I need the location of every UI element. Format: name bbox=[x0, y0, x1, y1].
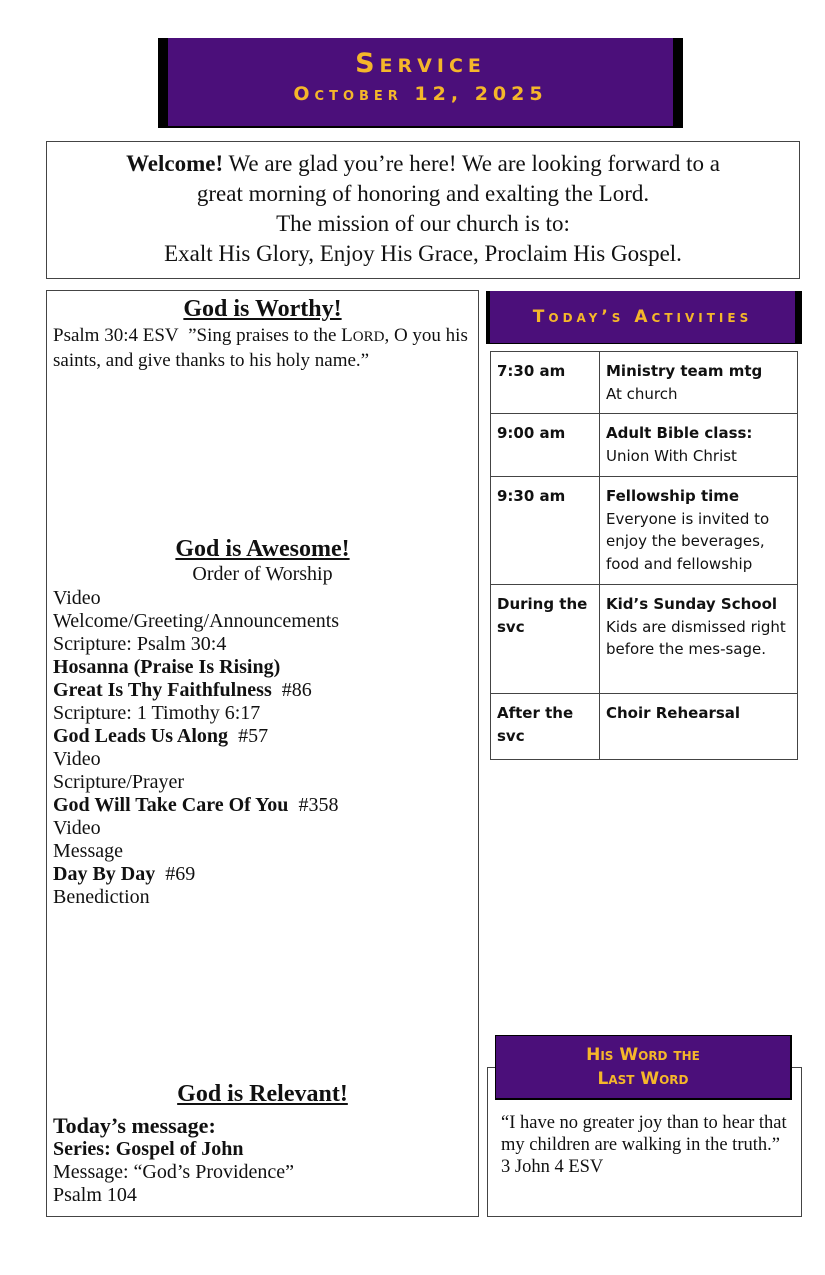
welcome-lead: Welcome! bbox=[126, 151, 224, 176]
activities-header: Today’s Activities bbox=[490, 291, 795, 343]
hymn-number: #57 bbox=[228, 725, 269, 747]
message-heading: Today’s message: bbox=[53, 1113, 216, 1138]
worship-item-text: Video bbox=[53, 817, 101, 839]
worship-item bbox=[53, 863, 473, 886]
his-word-reference: 3 John 4 ESV bbox=[501, 1157, 604, 1177]
order-of-worship-subtitle: Order of Worship bbox=[192, 563, 333, 585]
worship-item bbox=[53, 633, 473, 656]
his-word-header bbox=[496, 1036, 790, 1098]
page-title: Service bbox=[355, 48, 486, 79]
worship-item-text: Video bbox=[53, 748, 101, 770]
hymn-number: #86 bbox=[271, 679, 312, 701]
worship-item bbox=[53, 771, 473, 794]
activity-detail bbox=[600, 352, 798, 414]
service-date: October 12, 2025 bbox=[293, 83, 548, 105]
hymn-number: #358 bbox=[288, 794, 339, 816]
activity-time: 9:30 am bbox=[491, 477, 600, 585]
welcome-line-1-rest: We are glad you’re here! We are looking forward to a bbox=[223, 151, 720, 176]
worthy-verse: Psalm 30:4 ESV ”Sing praises to the LORD, O you his saints, and give thanks to his holy name.” bbox=[53, 325, 468, 371]
activity-title: Adult Bible class: bbox=[606, 424, 753, 442]
worship-item bbox=[53, 679, 473, 702]
welcome-line-3: The mission of our church is to: bbox=[276, 211, 570, 236]
worship-item-text: Video bbox=[53, 587, 101, 609]
his-word-quote: “I have no greater joy than to hear that my children are walking in the truth.” bbox=[501, 1113, 787, 1155]
header-banner bbox=[168, 38, 673, 126]
activity-row bbox=[491, 585, 798, 694]
welcome-line-1 bbox=[47, 149, 799, 179]
worship-item bbox=[53, 886, 473, 909]
activity-detail bbox=[600, 585, 798, 694]
activity-description: Everyone is invited to enjoy the beverages, food and fellowship bbox=[606, 509, 770, 573]
activity-row bbox=[491, 694, 798, 760]
activity-row bbox=[491, 477, 798, 585]
worship-item-text: Great Is Thy Faithfulness bbox=[53, 679, 272, 701]
activity-description: Kids are dismissed right before the mes-sage. bbox=[606, 617, 786, 658]
activity-time: During the svc bbox=[491, 585, 600, 694]
worship-item-text: God Will Take Care Of You bbox=[53, 794, 289, 816]
worship-item-text: Benediction bbox=[53, 886, 150, 908]
welcome-line-2: great morning of honoring and exalting the Lord. bbox=[196, 181, 650, 206]
worship-item-text: God Leads Us Along bbox=[53, 725, 229, 747]
activity-title: Kid’s Sunday School bbox=[606, 595, 778, 613]
activity-description: Union With Christ bbox=[606, 446, 737, 465]
worship-item bbox=[53, 656, 473, 679]
worship-item-text: Welcome/Greeting/Announcements bbox=[53, 610, 340, 632]
order-of-worship-list bbox=[53, 587, 473, 909]
series-line: Series: Gospel of John bbox=[53, 1138, 244, 1160]
todays-message bbox=[53, 1113, 473, 1207]
activity-time: After the svc bbox=[491, 694, 600, 760]
his-word-text bbox=[501, 1112, 791, 1178]
welcome-line-4: Exalt His Glory, Enjoy His Grace, Proclaim His Gospel. bbox=[164, 241, 682, 266]
worship-item bbox=[53, 794, 473, 817]
activity-detail bbox=[600, 694, 798, 760]
worship-item bbox=[53, 725, 473, 748]
welcome-box bbox=[46, 141, 800, 279]
activity-title: Ministry team mtg bbox=[606, 362, 763, 380]
activity-description: At church bbox=[606, 384, 678, 403]
activity-detail bbox=[600, 414, 798, 477]
worship-item-text: Message bbox=[53, 840, 123, 862]
activity-title: Fellowship time bbox=[606, 487, 740, 505]
worship-item-text: Day By Day bbox=[53, 863, 156, 885]
worship-item bbox=[53, 817, 473, 840]
activities-table bbox=[490, 351, 798, 760]
his-word-title-line-1: His Word the bbox=[586, 1045, 700, 1065]
worship-item bbox=[53, 610, 473, 633]
worthy-title: God is Worthy! bbox=[183, 296, 342, 322]
worship-item-text: Scripture/Prayer bbox=[53, 771, 185, 793]
relevant-title: God is Relevant! bbox=[177, 1081, 348, 1107]
worship-item-text: Scripture: 1 Timothy 6:17 bbox=[53, 702, 261, 724]
activity-detail bbox=[600, 477, 798, 585]
activity-row bbox=[491, 414, 798, 477]
message-line: Message: “God’s Providence” bbox=[53, 1161, 295, 1183]
worship-item bbox=[53, 702, 473, 725]
awesome-title: God is Awesome! bbox=[175, 536, 350, 562]
activity-time: 9:00 am bbox=[491, 414, 600, 477]
worship-item bbox=[53, 587, 473, 610]
message-psalm: Psalm 104 bbox=[53, 1184, 137, 1206]
worship-item bbox=[53, 840, 473, 863]
activity-time: 7:30 am bbox=[491, 352, 600, 414]
activity-row bbox=[491, 352, 798, 414]
activity-title: Choir Rehearsal bbox=[606, 704, 741, 722]
hymn-number: #69 bbox=[155, 863, 196, 885]
his-word-title-line-2: Last Word bbox=[597, 1069, 689, 1089]
worship-item-text: Hosanna (Praise Is Rising) bbox=[53, 656, 281, 678]
worship-item bbox=[53, 748, 473, 771]
worship-item-text: Scripture: Psalm 30:4 bbox=[53, 633, 227, 655]
worship-column bbox=[46, 290, 479, 1217]
